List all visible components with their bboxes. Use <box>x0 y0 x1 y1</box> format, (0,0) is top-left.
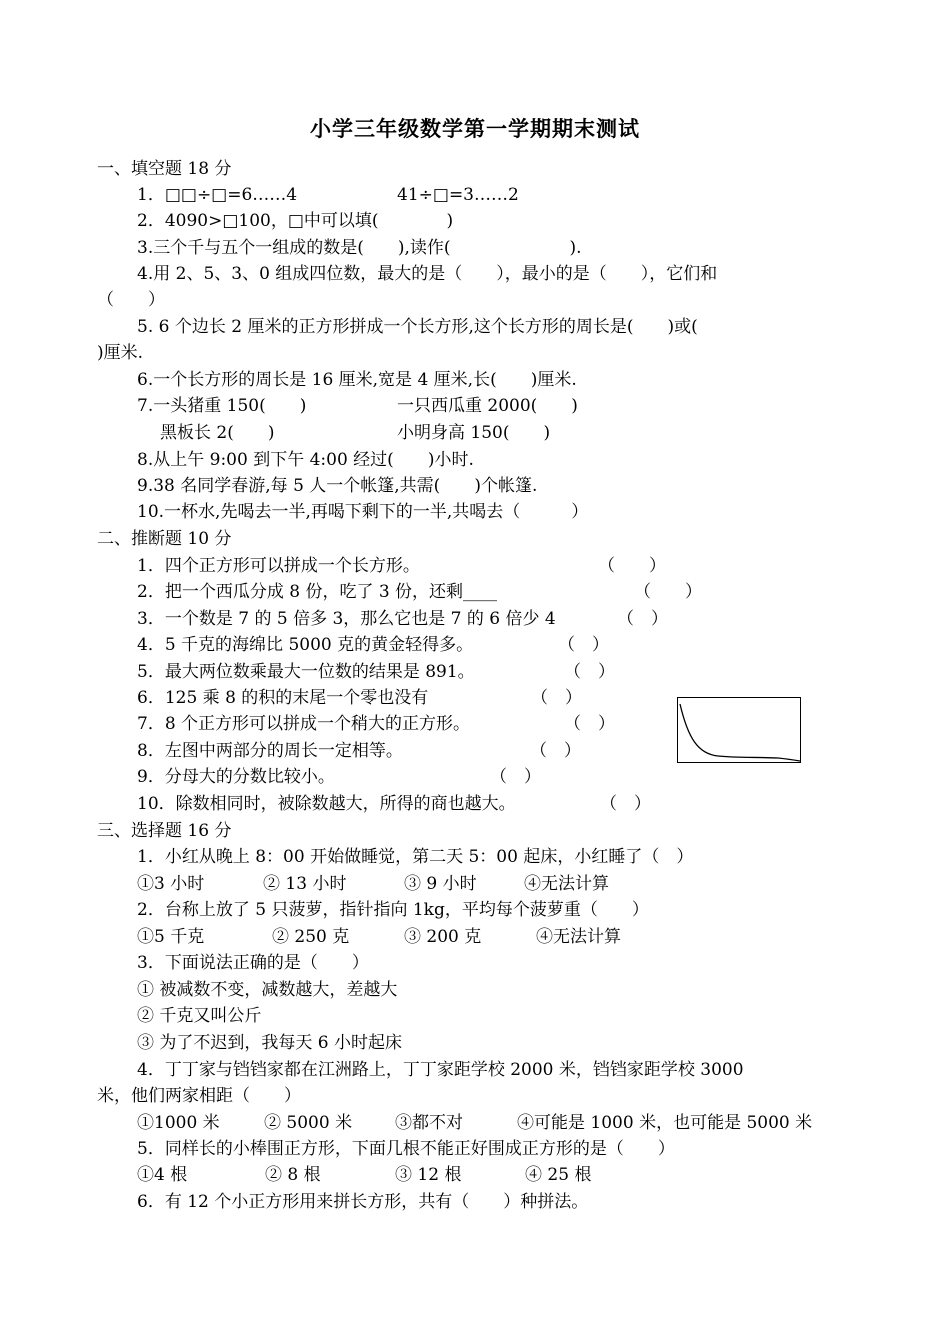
judgement-answer-paren: （ ） <box>490 767 541 787</box>
question-1-7b: 一只西瓜重 2000( ) <box>397 396 578 416</box>
judgement-answer-paren: （ ） <box>600 794 651 814</box>
choice-option: ④可能是 1000 米，也可能是 5000 米 <box>517 1113 813 1133</box>
choice-question-6: 6．有 12 个小正方形用来拼长方形，共有（ ）种拼法。 <box>137 1192 589 1212</box>
judgement-answer-paren: （ ） <box>530 741 581 761</box>
choice-option: ①4 根 <box>137 1165 188 1185</box>
question-1-9: 9.38 名同学春游,每 5 人一个帐篷,共需( )个帐篷. <box>137 476 538 496</box>
question-1-7d: 小明身高 150( ) <box>397 423 551 443</box>
choice-option: ③ 12 根 <box>395 1165 462 1185</box>
question-1-8: 8.从上午 9:00 到下午 4:00 经过( )小时. <box>137 450 474 470</box>
judgement-item: 8．左图中两部分的周长一定相等。 <box>137 741 403 761</box>
choice-option: ④无法计算 <box>536 927 621 947</box>
choice-option: ② 千克又叫公斤 <box>137 1006 262 1026</box>
judgement-item: 2．把一个西瓜分成 8 份，吃了 3 份，还剩____ <box>137 582 498 602</box>
judgement-item: 4．5 千克的海绵比 5000 克的黄金轻得多。 <box>137 635 474 655</box>
question-1-5: 5. 6 个边长 2 厘米的正方形拼成一个长方形,这个长方形的周长是( )或( <box>137 317 698 337</box>
judgement-item: 5．最大两位数乘最大一位数的结果是 891。 <box>137 662 475 682</box>
choice-option: ③ 200 克 <box>404 927 482 947</box>
choice-question-5: 5．同样长的小棒围正方形，下面几根不能正好围成正方形的是（ ） <box>137 1139 675 1159</box>
judgement-answer-paren: （ ） <box>617 609 668 629</box>
choice-question-2: 2．台称上放了 5 只菠萝，指针指向 1kg，平均每个菠萝重（ ） <box>137 900 649 920</box>
choice-question-4-continued: 米，他们两家相距（ ） <box>97 1086 301 1106</box>
question-1-3: 3.三个千与五个一组成的数是( ),读作( ). <box>137 238 582 258</box>
question-1-7c: 黑板长 2( ) <box>160 423 275 443</box>
judgement-item: 1．四个正方形可以拼成一个长方形。 <box>137 556 420 576</box>
question-1-6: 6.一个长方形的周长是 16 厘米,宽是 4 厘米,长( )厘米. <box>137 370 577 390</box>
choice-option: ② 13 小时 <box>263 874 347 894</box>
judgement-answer-paren: （ ） <box>531 688 582 708</box>
choice-option: ① 被减数不变，减数越大，差越大 <box>137 980 398 1000</box>
question-1-4: 4.用 2、5、3、0 组成四位数，最大的是（ ），最小的是（ ），它们和 <box>137 264 718 284</box>
choice-question-4: 4．丁丁家与铛铛家都在江洲路上，丁丁家距学校 2000 米，铛铛家距学校 3000 <box>137 1060 744 1080</box>
question-1-7a: 7.一头猪重 150( ) <box>137 396 307 416</box>
choice-option: ③ 为了不迟到，我每天 6 小时起床 <box>137 1033 403 1053</box>
judgement-answer-paren: （ ） <box>564 662 615 682</box>
choice-option: ② 8 根 <box>265 1165 321 1185</box>
choice-option: ② 250 克 <box>272 927 350 947</box>
choice-option: ③都不对 <box>395 1113 463 1133</box>
choice-option: ①3 小时 <box>137 874 205 894</box>
choice-option: ③ 9 小时 <box>404 874 477 894</box>
choice-question-3: 3．下面说法正确的是（ ） <box>137 953 369 973</box>
question-1-2: 2．4090>□100，□中可以填( ) <box>137 211 454 231</box>
judgement-item: 10．除数相同时，被除数越大，所得的商也越大。 <box>137 794 516 814</box>
split-rectangle-figure <box>677 697 801 763</box>
section-heading-judgement: 二、推断题 10 分 <box>97 529 232 549</box>
question-1-4-continued: （ ） <box>97 290 165 310</box>
judgement-item: 3．一个数是 7 的 5 倍多 3，那么它也是 7 的 6 倍少 4 <box>137 609 556 629</box>
choice-option: ④ 25 根 <box>525 1165 592 1185</box>
choice-option: ①1000 米 <box>137 1113 220 1133</box>
judgement-item: 6．125 乘 8 的积的末尾一个零也没有 <box>137 688 429 708</box>
choice-option: ①5 千克 <box>137 927 205 947</box>
judgement-answer-paren: （ ） <box>598 556 666 576</box>
section-heading-fill-in: 一、填空题 18 分 <box>97 159 232 179</box>
choice-question-1: 1．小红从晚上 8：00 开始做睡觉，第二天 5：00 起床，小红睡了（ ） <box>137 847 694 867</box>
judgement-answer-paren: （ ） <box>634 582 702 602</box>
judgement-answer-paren: （ ） <box>558 635 609 655</box>
question-1-5-continued: )厘米. <box>97 343 144 363</box>
page-title: 小学三年级数学第一学期期末测试 <box>310 117 640 141</box>
section-heading-multiple-choice: 三、选择题 16 分 <box>97 821 232 841</box>
dividing-curve-drawing <box>678 698 802 764</box>
choice-option: ④无法计算 <box>524 874 609 894</box>
judgement-item: 9．分母大的分数比较小。 <box>137 767 335 787</box>
question-1-1b: 41÷□=3……2 <box>397 185 519 205</box>
question-1-1a: 1．□□÷□=6……4 <box>137 185 298 205</box>
question-1-10: 10.一杯水,先喝去一半,再喝下剩下的一半,共喝去（ ） <box>137 502 589 522</box>
judgement-item: 7．8 个正方形可以拼成一个稍大的正方形。 <box>137 714 471 734</box>
judgement-answer-paren: （ ） <box>564 714 615 734</box>
choice-option: ② 5000 米 <box>264 1113 353 1133</box>
